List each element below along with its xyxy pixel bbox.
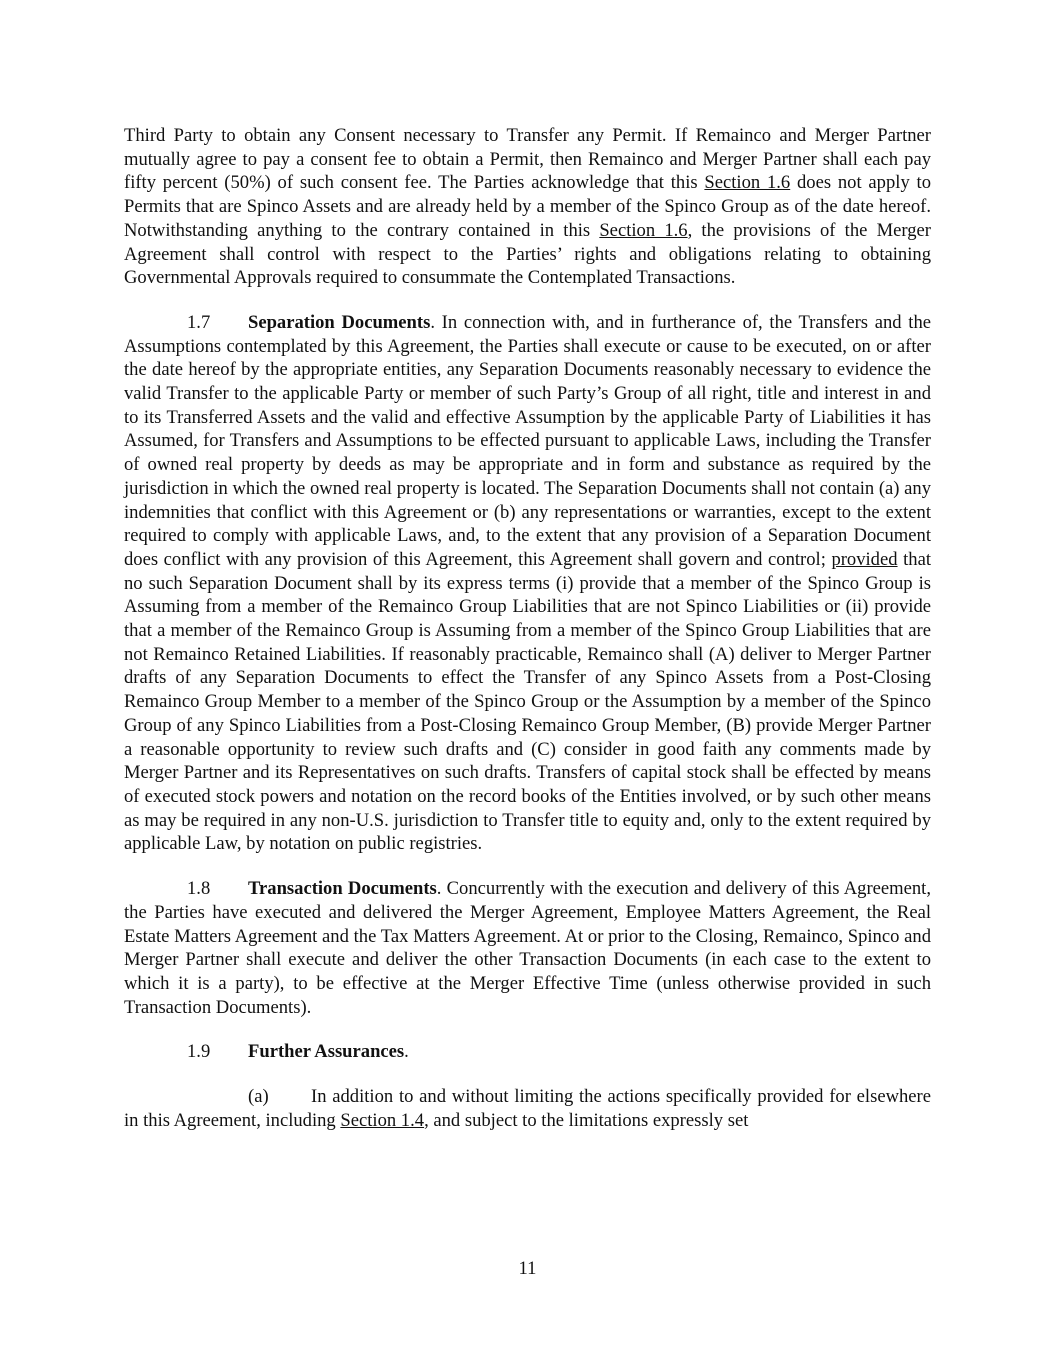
section-1-8 (124, 877, 931, 1019)
text: . Concurrently with the execution and delivery of this Agreement, the Parties have executed and delivered the Merger Agreement, Employee Matters Agreement, the Real Estate Matters Agreement and the Tax Matters Agreement. At or prior to the Closing, Remainco, Spinco and Merger Partner shall execute and deliver the other Transaction Documents (in each case to the extent to which it is a party), to be effective at the Merger Effective Time (unless otherwise provided in such Transaction Documents). (124, 878, 931, 1018)
subsection-label: (a) (248, 1086, 269, 1108)
page-number: 11 (518, 1258, 537, 1279)
section-1-9-a (124, 1085, 931, 1132)
text: , the provisions of the Merger Agreement shall control with respect to the Parties’ rights and obligations relating to obtaining Governmental Approvals required to consummate the Contemplated Transactions. (124, 219, 931, 289)
text: that no such Separation Document shall by its express terms (i) provide that a member of the Spinco Group is Assuming from a member of the Remainco Group Liabilities that are not Spinco Liabilities or (ii) provide that a member of the Remainco Group is Assuming from a member of the Spinco Group Liabilities that are not Remainco Retained Liabilities. If reasonably practicable, Remainco shall (A) deliver to Merger Partner drafts of any Separation Documents to effect the Transfer of any Spinco Assets from a Post-Closing Remainco Group Member to a member of the Spinco Group or the Assumption by a member of the Spinco Group of any Spinco Liabilities from a Post-Closing Remainco Group Member, (B) provide Merger Partner a reasonable opportunity to review such drafts and (C) consider in good faith any comments made by Merger Partner and its Representatives on such drafts. Transfers of capital stock shall be effected by means of executed stock powers and notation on the record books of the Entities involved, or by such other means as may be required in any non-U.S. jurisdiction to Transfer title to equity and, only to the extent required by applicable Law, by notation on public registries. (124, 548, 931, 855)
section-heading: Further Assurances (248, 1041, 405, 1063)
section-reference: Section 1.6 (704, 172, 791, 194)
section-reference: Section 1.4 (340, 1109, 425, 1131)
section-number: 1.9 (187, 1041, 211, 1063)
section-1-9 (124, 1040, 931, 1064)
section-reference: Section 1.6 (599, 219, 688, 241)
text: In addition to and without limiting the actions specifically provided for elsewhere in this Agreement, including (124, 1086, 931, 1131)
text: , and subject to the limitations expressly set (424, 1109, 749, 1131)
section-heading: Transaction Documents (248, 878, 437, 900)
section-heading: Separation Documents (248, 311, 431, 333)
provided-term: provided (831, 548, 898, 570)
section-1-6-continuation (124, 124, 931, 290)
text: does not apply to Permits that are Spinco Assets and are already held by a member of the Spinco Group as of the date hereof. Notwithstanding anything to the contrary contained in this (124, 172, 931, 241)
section-1-7 (124, 311, 931, 856)
document-page (124, 124, 931, 1153)
section-number: 1.7 (187, 311, 211, 333)
text: Third Party to obtain any Consent necessary to Transfer any Permit. If Remainco and Merger Partner mutually agree to pay a consent fee to obtain a Permit, then Remainco and Merger Partner shall each pay fifty percent (50%) of such consent fee. The Parties acknowledge that this (124, 125, 931, 194)
section-number: 1.8 (187, 878, 211, 900)
text: . In connection with, and in furtherance of, the Transfers and the Assumptions contemplated by this Agreement, the Parties shall execute or cause to be executed, on or after the date hereof by the appropriate entities, any Separation Documents reasonably necessary to evidence the valid Transfer to the applicable Party or member of such Party’s Group of all right, title and interest in and to its Transferred Assets and the valid and effective Assumption by the applicable Party of Liabilities it has Assumed, for Transfers and Assumptions to be effected pursuant to applicable Laws, including the Transfer of owned real property by deeds as may be appropriate and in form and substance as required by the jurisdiction in which the owned real property is located. The Separation Documents shall not contain (a) any indemnities that conflict with this Agreement or (b) any representations or warranties, except to the extent required to comply with applicable Laws, and, to the extent that any provision of a Separation Document does conflict with any provision of this Agreement, this Agreement shall govern and control; (124, 311, 931, 570)
text: . (404, 1041, 409, 1063)
